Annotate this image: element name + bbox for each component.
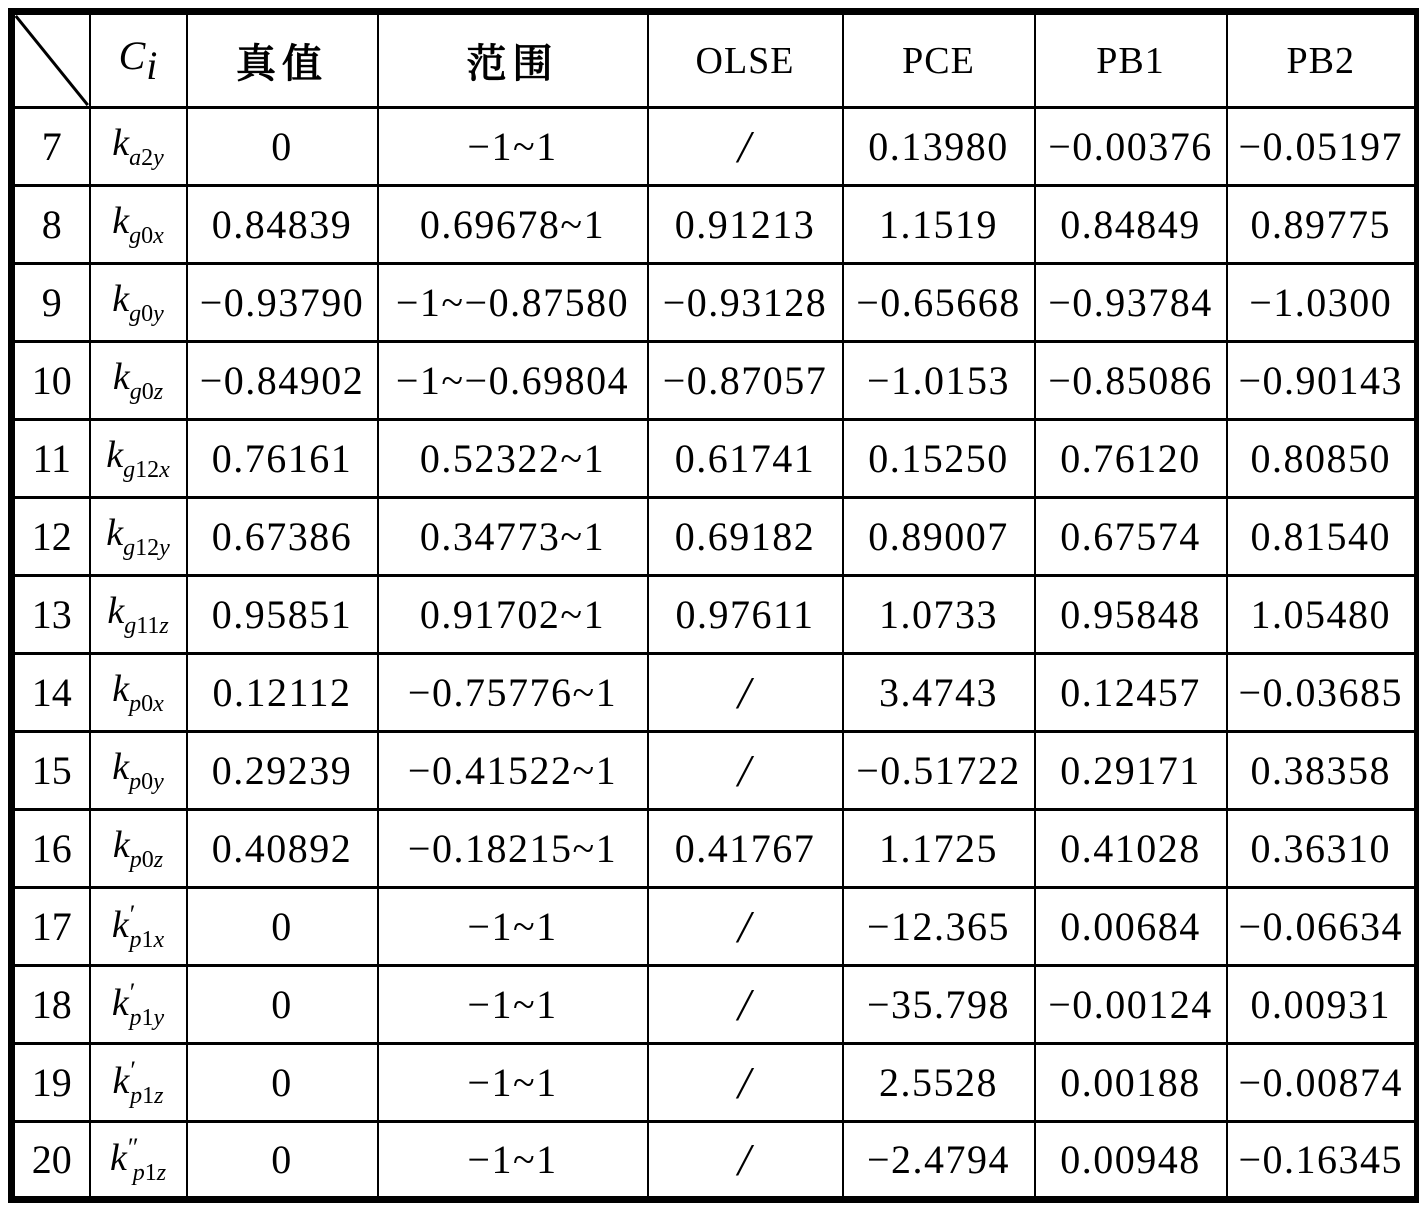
corner-cell: [12, 12, 90, 108]
table-row: [12, 420, 1418, 498]
pce-cell: 1.1519: [843, 186, 1035, 264]
true-value-cell: 0.84839: [187, 186, 378, 264]
pb1-cell: 0.95848: [1035, 576, 1227, 654]
table-row: [12, 108, 1418, 186]
param-cell: $k_{g0x}$: [90, 186, 187, 264]
range-cell: −1~−0.69804: [378, 342, 648, 420]
pce-cell: −1.0153: [843, 342, 1035, 420]
pb2-cell: 1.05480: [1227, 576, 1418, 654]
pb1-cell: 0.76120: [1035, 420, 1227, 498]
true-value-cell: 0.40892: [187, 810, 378, 888]
true-value-cell: 0.67386: [187, 498, 378, 576]
pb2-cell: −1.0300: [1227, 264, 1418, 342]
pb1-cell: 0.67574: [1035, 498, 1227, 576]
pb2-cell: −0.90143: [1227, 342, 1418, 420]
pb1-cell: 0.00684: [1035, 888, 1227, 966]
olse-cell: 0.41767: [648, 810, 843, 888]
range-cell: 0.34773~1: [378, 498, 648, 576]
param-cell: $k_{g11z}$: [90, 576, 187, 654]
olse-cell: 0.97611: [648, 576, 843, 654]
table-row: [12, 732, 1418, 810]
col-header-pb1: PB1: [1035, 12, 1227, 108]
pb1-cell: 0.29171: [1035, 732, 1227, 810]
true-value-cell: −0.93790: [187, 264, 378, 342]
pce-cell: −35.798: [843, 966, 1035, 1044]
row-index-cell: 7: [12, 108, 90, 186]
col-header-pb2: PB2: [1227, 12, 1418, 108]
table-row: [12, 966, 1418, 1044]
pb1-cell: −0.00376: [1035, 108, 1227, 186]
range-cell: −1~1: [378, 966, 648, 1044]
row-index-cell: 15: [12, 732, 90, 810]
pce-cell: 0.89007: [843, 498, 1035, 576]
true-value-cell: 0: [187, 1122, 378, 1200]
true-value-cell: 0: [187, 888, 378, 966]
pce-cell: −0.51722: [843, 732, 1035, 810]
range-cell: 0.69678~1: [378, 186, 648, 264]
param-cell: $k_{p0z}$: [90, 810, 187, 888]
pce-cell: 0.13980: [843, 108, 1035, 186]
range-cell: −0.18215~1: [378, 810, 648, 888]
param-cell: $k_{g12y}$: [90, 498, 187, 576]
pb2-cell: −0.05197: [1227, 108, 1418, 186]
pb2-cell: 0.80850: [1227, 420, 1418, 498]
pb1-cell: −0.85086: [1035, 342, 1227, 420]
param-cell: $k'_{p1y}$: [90, 966, 187, 1044]
row-index-cell: 12: [12, 498, 90, 576]
olse-cell: /: [648, 732, 843, 810]
table-body: [12, 108, 1418, 1200]
olse-cell: −0.87057: [648, 342, 843, 420]
row-index-cell: 19: [12, 1044, 90, 1122]
true-value-cell: 0.95851: [187, 576, 378, 654]
pb2-cell: −0.00874: [1227, 1044, 1418, 1122]
pb2-cell: −0.03685: [1227, 654, 1418, 732]
range-cell: −0.41522~1: [378, 732, 648, 810]
header-row: [12, 12, 1418, 108]
true-value-cell: 0: [187, 966, 378, 1044]
table-row: [12, 810, 1418, 888]
table-row: [12, 1122, 1418, 1200]
pce-cell: 3.4743: [843, 654, 1035, 732]
row-index-cell: 20: [12, 1122, 90, 1200]
table-row: [12, 1044, 1418, 1122]
range-cell: −1~1: [378, 108, 648, 186]
table-row: [12, 654, 1418, 732]
table-row: [12, 498, 1418, 576]
olse-cell: 0.61741: [648, 420, 843, 498]
pb1-cell: 0.84849: [1035, 186, 1227, 264]
olse-cell: 0.69182: [648, 498, 843, 576]
olse-cell: /: [648, 888, 843, 966]
true-value-cell: 0.76161: [187, 420, 378, 498]
param-cell: $k_{g12x}$: [90, 420, 187, 498]
true-value-cell: 0: [187, 1044, 378, 1122]
param-cell: $k''_{p1z}$: [90, 1122, 187, 1200]
pce-cell: 2.5528: [843, 1044, 1035, 1122]
table-row: [12, 264, 1418, 342]
param-cell: $k_{p0y}$: [90, 732, 187, 810]
param-cell: $k_{g0y}$: [90, 264, 187, 342]
col-header-ci: $C_i$: [90, 12, 187, 108]
row-index-cell: 14: [12, 654, 90, 732]
true-value-cell: 0: [187, 108, 378, 186]
pb1-cell: 0.00948: [1035, 1122, 1227, 1200]
range-cell: −1~1: [378, 888, 648, 966]
row-index-cell: 17: [12, 888, 90, 966]
param-cell: $k'_{p1z}$: [90, 1044, 187, 1122]
range-cell: −1~−0.87580: [378, 264, 648, 342]
col-header-true-value: 真值: [187, 12, 378, 108]
range-cell: 0.52322~1: [378, 420, 648, 498]
olse-cell: /: [648, 1122, 843, 1200]
param-cell: $k_{a2y}$: [90, 108, 187, 186]
table-row: [12, 186, 1418, 264]
olse-cell: −0.93128: [648, 264, 843, 342]
pce-cell: 1.1725: [843, 810, 1035, 888]
true-value-cell: 0.29239: [187, 732, 378, 810]
pce-cell: −12.365: [843, 888, 1035, 966]
pce-cell: −0.65668: [843, 264, 1035, 342]
pb1-cell: 0.00188: [1035, 1044, 1227, 1122]
pb2-cell: −0.06634: [1227, 888, 1418, 966]
pb2-cell: 0.81540: [1227, 498, 1418, 576]
col-header-range: 范围: [378, 12, 648, 108]
row-index-cell: 13: [12, 576, 90, 654]
pce-cell: 0.15250: [843, 420, 1035, 498]
col-header-olse: OLSE: [648, 12, 843, 108]
pce-cell: 1.0733: [843, 576, 1035, 654]
pb1-cell: −0.00124: [1035, 966, 1227, 1044]
range-cell: −0.75776~1: [378, 654, 648, 732]
pb2-cell: 0.38358: [1227, 732, 1418, 810]
col-header-pce: PCE: [843, 12, 1035, 108]
row-index-cell: 18: [12, 966, 90, 1044]
param-cell: $k'_{p1x}$: [90, 888, 187, 966]
diagonal-line-icon: [15, 15, 89, 106]
param-cell: $k_{p0x}$: [90, 654, 187, 732]
olse-cell: /: [648, 108, 843, 186]
olse-cell: /: [648, 1044, 843, 1122]
olse-cell: 0.91213: [648, 186, 843, 264]
table-row: [12, 576, 1418, 654]
pb2-cell: 0.36310: [1227, 810, 1418, 888]
pb1-cell: 0.41028: [1035, 810, 1227, 888]
range-cell: −1~1: [378, 1044, 648, 1122]
olse-cell: /: [648, 654, 843, 732]
results-table: [8, 8, 1419, 1203]
row-index-cell: 10: [12, 342, 90, 420]
pb2-cell: 0.89775: [1227, 186, 1418, 264]
pb2-cell: 0.00931: [1227, 966, 1418, 1044]
pb1-cell: −0.93784: [1035, 264, 1227, 342]
param-cell: $k_{g0z}$: [90, 342, 187, 420]
row-index-cell: 11: [12, 420, 90, 498]
pce-cell: −2.4794: [843, 1122, 1035, 1200]
pb2-cell: −0.16345: [1227, 1122, 1418, 1200]
row-index-cell: 9: [12, 264, 90, 342]
pb1-cell: 0.12457: [1035, 654, 1227, 732]
table-row: [12, 888, 1418, 966]
row-index-cell: 16: [12, 810, 90, 888]
true-value-cell: −0.84902: [187, 342, 378, 420]
range-cell: −1~1: [378, 1122, 648, 1200]
row-index-cell: 8: [12, 186, 90, 264]
range-cell: 0.91702~1: [378, 576, 648, 654]
true-value-cell: 0.12112: [187, 654, 378, 732]
olse-cell: /: [648, 966, 843, 1044]
table-row: [12, 342, 1418, 420]
